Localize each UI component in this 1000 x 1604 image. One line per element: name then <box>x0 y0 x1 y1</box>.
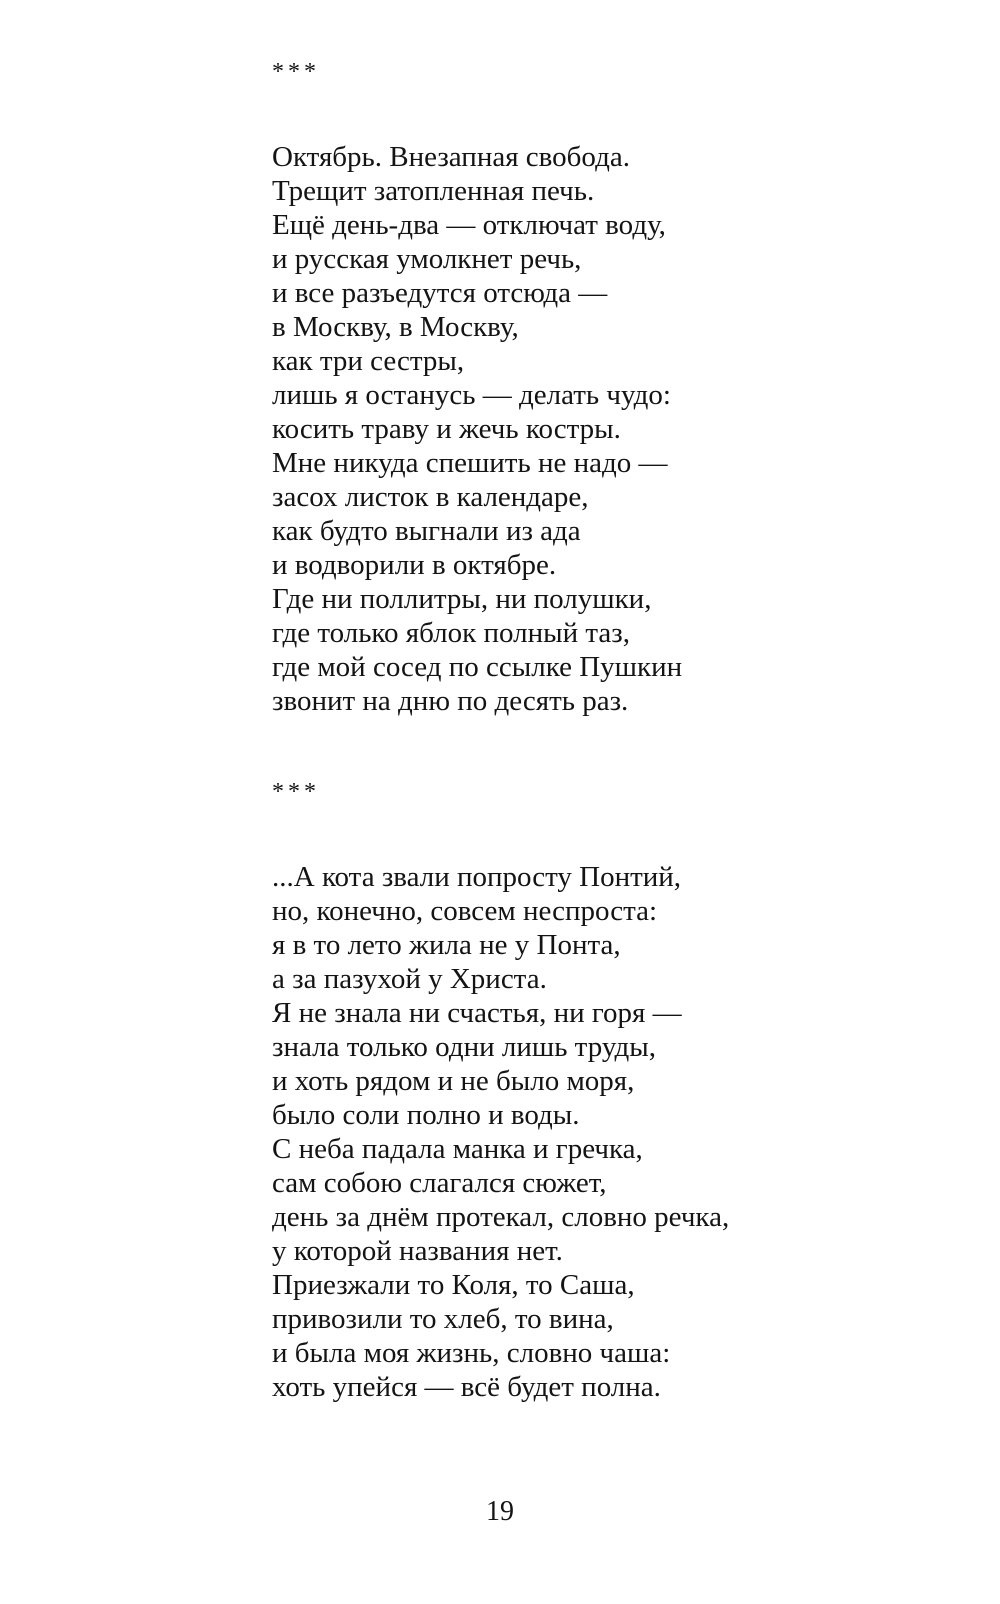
poem-line: лишь я останусь — делать чудо: <box>272 379 671 411</box>
poem-line: Где ни поллитры, ни полушки, <box>272 583 652 615</box>
poem-line: было соли полно и воды. <box>272 1099 580 1131</box>
poem-line: Трещит затопленная печь. <box>272 175 595 207</box>
poem-line: ...А кота звали попросту Понтий, <box>272 861 682 893</box>
poem-line: день за днём протекал, словно речка, <box>272 1201 730 1233</box>
poem-line: звонит на дню по десять раз. <box>272 685 629 717</box>
poem-line: и водворили в октябре. <box>272 549 557 581</box>
poem-line: и русская умолкнет речь, <box>272 243 582 275</box>
poem-line: косить траву и жечь костры. <box>272 413 621 445</box>
poem-line: С неба падала манка и гречка, <box>272 1133 643 1165</box>
poem-line: знала только одни лишь труды, <box>272 1031 656 1063</box>
poem-line: а за пазухой у Христа. <box>272 963 547 995</box>
poem-pontius <box>272 780 832 1404</box>
poem-line: в Москву, в Москву, <box>272 311 519 343</box>
poem-line: как три сестры, <box>272 345 465 377</box>
poem-lines <box>272 860 832 1404</box>
poem-line: сам собою слагался сюжет, <box>272 1167 607 1199</box>
poem-line: как будто выгнали из ада <box>272 515 581 547</box>
poem-line: и все разъедутся отсюда — <box>272 277 608 309</box>
poem-line: Мне никуда спешить не надо — <box>272 447 668 479</box>
poem-line: Приезжали то Коля, то Саша, <box>272 1269 635 1301</box>
poem-line: у которой названия нет. <box>272 1235 563 1267</box>
poem-line: где мой сосед по ссылке Пушкин <box>272 651 683 683</box>
poem-line: Я не знала ни счастья, ни горя — <box>272 997 682 1029</box>
poem-line: Октябрь. Внезапная свобода. <box>272 141 630 173</box>
poem-line: и хоть рядом и не было моря, <box>272 1065 635 1097</box>
poem-line: но, конечно, совсем неспроста: <box>272 895 658 927</box>
poem-line: привозили то хлеб, то вина, <box>272 1303 614 1335</box>
poem-line: засох листок в календаре, <box>272 481 589 513</box>
poem-separator: *** <box>272 779 320 805</box>
page-number: 19 <box>486 1496 514 1527</box>
poem-line: и была моя жизнь, словно чаша: <box>272 1337 671 1369</box>
poem-line: хоть упейся — всё будет полна. <box>272 1371 661 1403</box>
poem-lines <box>272 140 832 718</box>
poem-line: Ещё день-два — отключат воду, <box>272 209 666 241</box>
poem-separator: *** <box>272 59 320 85</box>
poem-october <box>272 60 832 718</box>
poem-line: я в то лето жила не у Понта, <box>272 929 621 961</box>
poem-line: где только яблок полный таз, <box>272 617 630 649</box>
